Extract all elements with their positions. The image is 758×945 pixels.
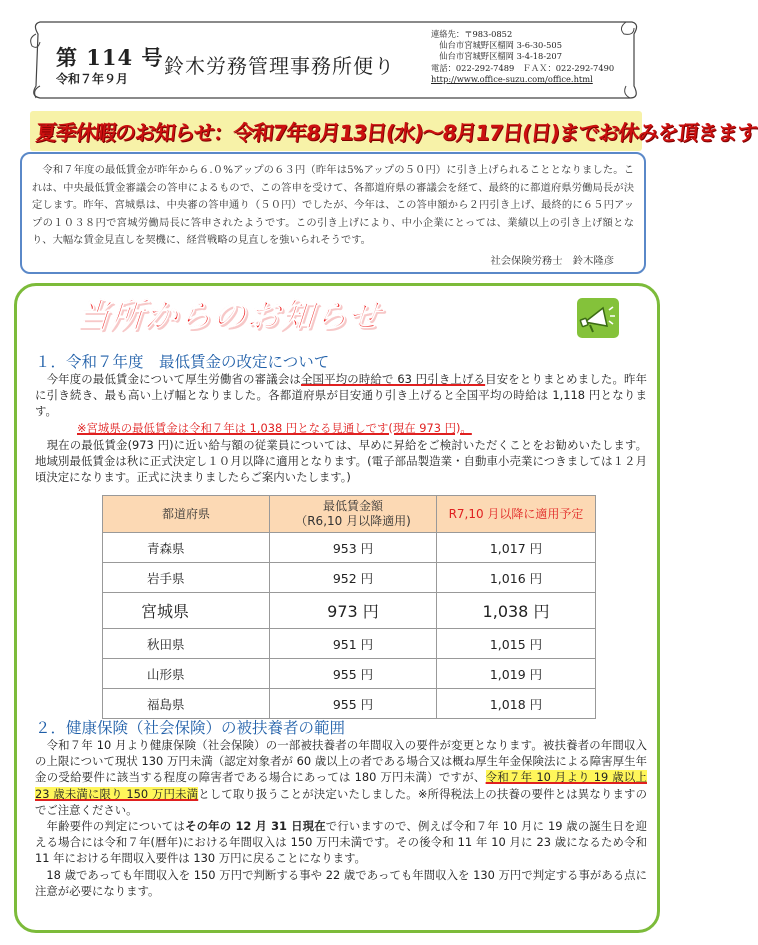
section-2-paragraph-3: 18 歳であっても年間収入を 150 万円で判断する事や 22 歳であっても年間収入を 130 万円で判定する事がある点に注意が必要になります。: [35, 868, 647, 899]
issue-date: 令和７年９月: [56, 72, 129, 86]
cell-current-wage: 955 円: [270, 659, 437, 689]
text: として取り扱うことが決定いたしました。※所得税法上の扶養の要件とは異なりますのでご注意ください。: [35, 786, 647, 817]
bold-text: その年の 12 月 31 日現在: [185, 819, 326, 833]
column-header-current-wage: [270, 496, 437, 533]
section-2-paragraph-1: [35, 737, 647, 818]
cell-next-wage: 1,017 円: [437, 533, 596, 563]
cell-next-wage: 1,016 円: [437, 563, 596, 593]
text: で行いますので、例えば令和７年 10 月に 19 歳の誕生日を迎える場合には令和７年(暦年)における年間収入は 150 万円未満です。その後令和 11 年 10 月に 23 歳になるため令和 11 年における年間収入要件は 130 万円に戻ることになります。: [35, 819, 647, 866]
text: 今年度の最低賃金について厚生労働省の審議会は: [35, 372, 301, 386]
minimum-wage-table: [102, 495, 596, 719]
cell-prefecture: 岩手県: [103, 563, 270, 593]
contact-info: [431, 29, 641, 85]
table-row: [103, 629, 596, 659]
megaphone-icon: [577, 298, 619, 338]
cell-next-wage: 1,038 円: [437, 593, 596, 629]
section-1-paragraph-2: 現在の最低賃金(973 円)に近い給与額の従業員については、早めに昇給をご検討いただくことをお勧めいたします。地域別最低賃金は秋に正式決定し１０月以降に適用となります。(電子部品製造業・自動車小売業につきましては１２月頃決定になります。正式に決まりましたらご案内いたします。): [35, 438, 647, 485]
column-header-line: （R6,10 月以降適用): [295, 514, 411, 528]
newsletter-header: [26, 20, 640, 100]
emphasis-text: 全国平均の時給で 63 円引き上げる: [300, 372, 486, 386]
issue-number: 第 114 号: [56, 45, 164, 70]
cell-prefecture: 山形県: [103, 659, 270, 689]
cell-prefecture: 青森県: [103, 533, 270, 563]
notice-heading: 当所からのお知らせ: [75, 296, 384, 335]
contact-line: 仙台市宮城野区榴岡 3-4-18-207: [431, 51, 562, 62]
contact-line: 仙台市宮城野区榴岡 3-6-30-505: [431, 40, 562, 51]
column-header-next-wage: R7,10 月以降に適用予定: [437, 496, 596, 533]
section-1-paragraph-1: [35, 371, 647, 420]
cell-next-wage: 1,015 円: [437, 629, 596, 659]
table-row: [103, 563, 596, 593]
section-2-paragraph-2: [35, 818, 647, 867]
cell-current-wage: 951 円: [270, 629, 437, 659]
column-header-prefecture: 都道府県: [103, 496, 270, 533]
text: 令和７年 10 月より健康保険（社会保険）の一部被扶養者の年間収入の要件が変更となります。被扶養者の年間収入の上限について現状 130 万円未満（認定対象者が 60 歳以上の者である場合又は概ね厚生年金保険法による障害厚生年金の受給要件に該当する程度の障害者である場合にあっては 180 万円未満）ですが、: [35, 738, 647, 785]
text: 目安をとりまとめました。昨年に引き続き、最も高い上げ幅となりました。各都道府県が目安通り引き上げると全国平均の時給は 1,118 円となります。: [35, 372, 647, 419]
section-2-title: ２．健康保険（社会保険）の被扶養者の範囲: [35, 719, 346, 737]
author-signature: 社会保険労務士 鈴木隆彦: [490, 255, 614, 267]
contact-line: 連絡先：〒983-0852: [431, 29, 513, 39]
table-row: [103, 533, 596, 563]
cell-prefecture: 宮城県: [103, 593, 270, 629]
cell-current-wage: 973 円: [270, 593, 437, 629]
cell-current-wage: 955 円: [270, 689, 437, 719]
cell-next-wage: 1,018 円: [437, 689, 596, 719]
text: 年齢要件の判定については: [35, 819, 186, 833]
table-row: [103, 659, 596, 689]
cell-current-wage: 952 円: [270, 563, 437, 593]
cell-next-wage: 1,019 円: [437, 659, 596, 689]
section-1-title: １．令和７年度 最低賃金の改定について: [35, 353, 330, 371]
website-link[interactable]: http://www.office-suzu.com/office.html: [431, 73, 593, 84]
minimum-wage-summary-box: [20, 152, 646, 274]
cell-prefecture: 秋田県: [103, 629, 270, 659]
table-row: [103, 689, 596, 719]
miyagi-wage-note: [77, 420, 637, 436]
cell-current-wage: 953 円: [270, 533, 437, 563]
table-header-row: [103, 496, 596, 533]
wage-summary-text: 令和７年度の最低賃金が昨年から６.０%アップの６３円（昨年は5%アップの５０円）に引き上げられることとなりました。これは、中央最低賃金審議会の答申によるもので、この答申を受けて、各都道府県の審議会を経て、最終的に都道府県労働局長が決定します。昨年、宮城県は、中央審の答申通り（５０円）でしたが、今年は、この答申額から２円引き上げ、最終的に６５円アップの１０３８円で宮城労働局長に答申されたようです。この引き上げにより、中小企業にとっては、業績以上の引き上げ額となり、大幅な賃金見直しを契機に、経営戦略の見直しを強いられそうです。: [32, 164, 634, 247]
column-header-line: 最低賃金額: [322, 499, 383, 513]
banner-text: 夏季休暇のお知らせ：令和7年8月13日(水)～8月17日(日)までお休みを頂きます: [34, 121, 758, 145]
summer-holiday-banner: [30, 111, 758, 151]
table-row-highlighted: [103, 593, 596, 629]
highlighted-text: 令和７年 10 月より 19 歳以上 23 歳未満に限り 150 万円未満: [35, 770, 647, 801]
emphasis-text: ※宮城県の最低賃金は令和７年は 1,038 円となる見通しです(現在 973 円)。: [77, 421, 472, 435]
contact-line: 電話：022-292-7489 ＦＡＸ：022-292-7490: [431, 62, 615, 73]
cell-prefecture: 福島県: [103, 689, 270, 719]
newsletter-title: 鈴木労務管理事務所便り: [164, 54, 395, 78]
